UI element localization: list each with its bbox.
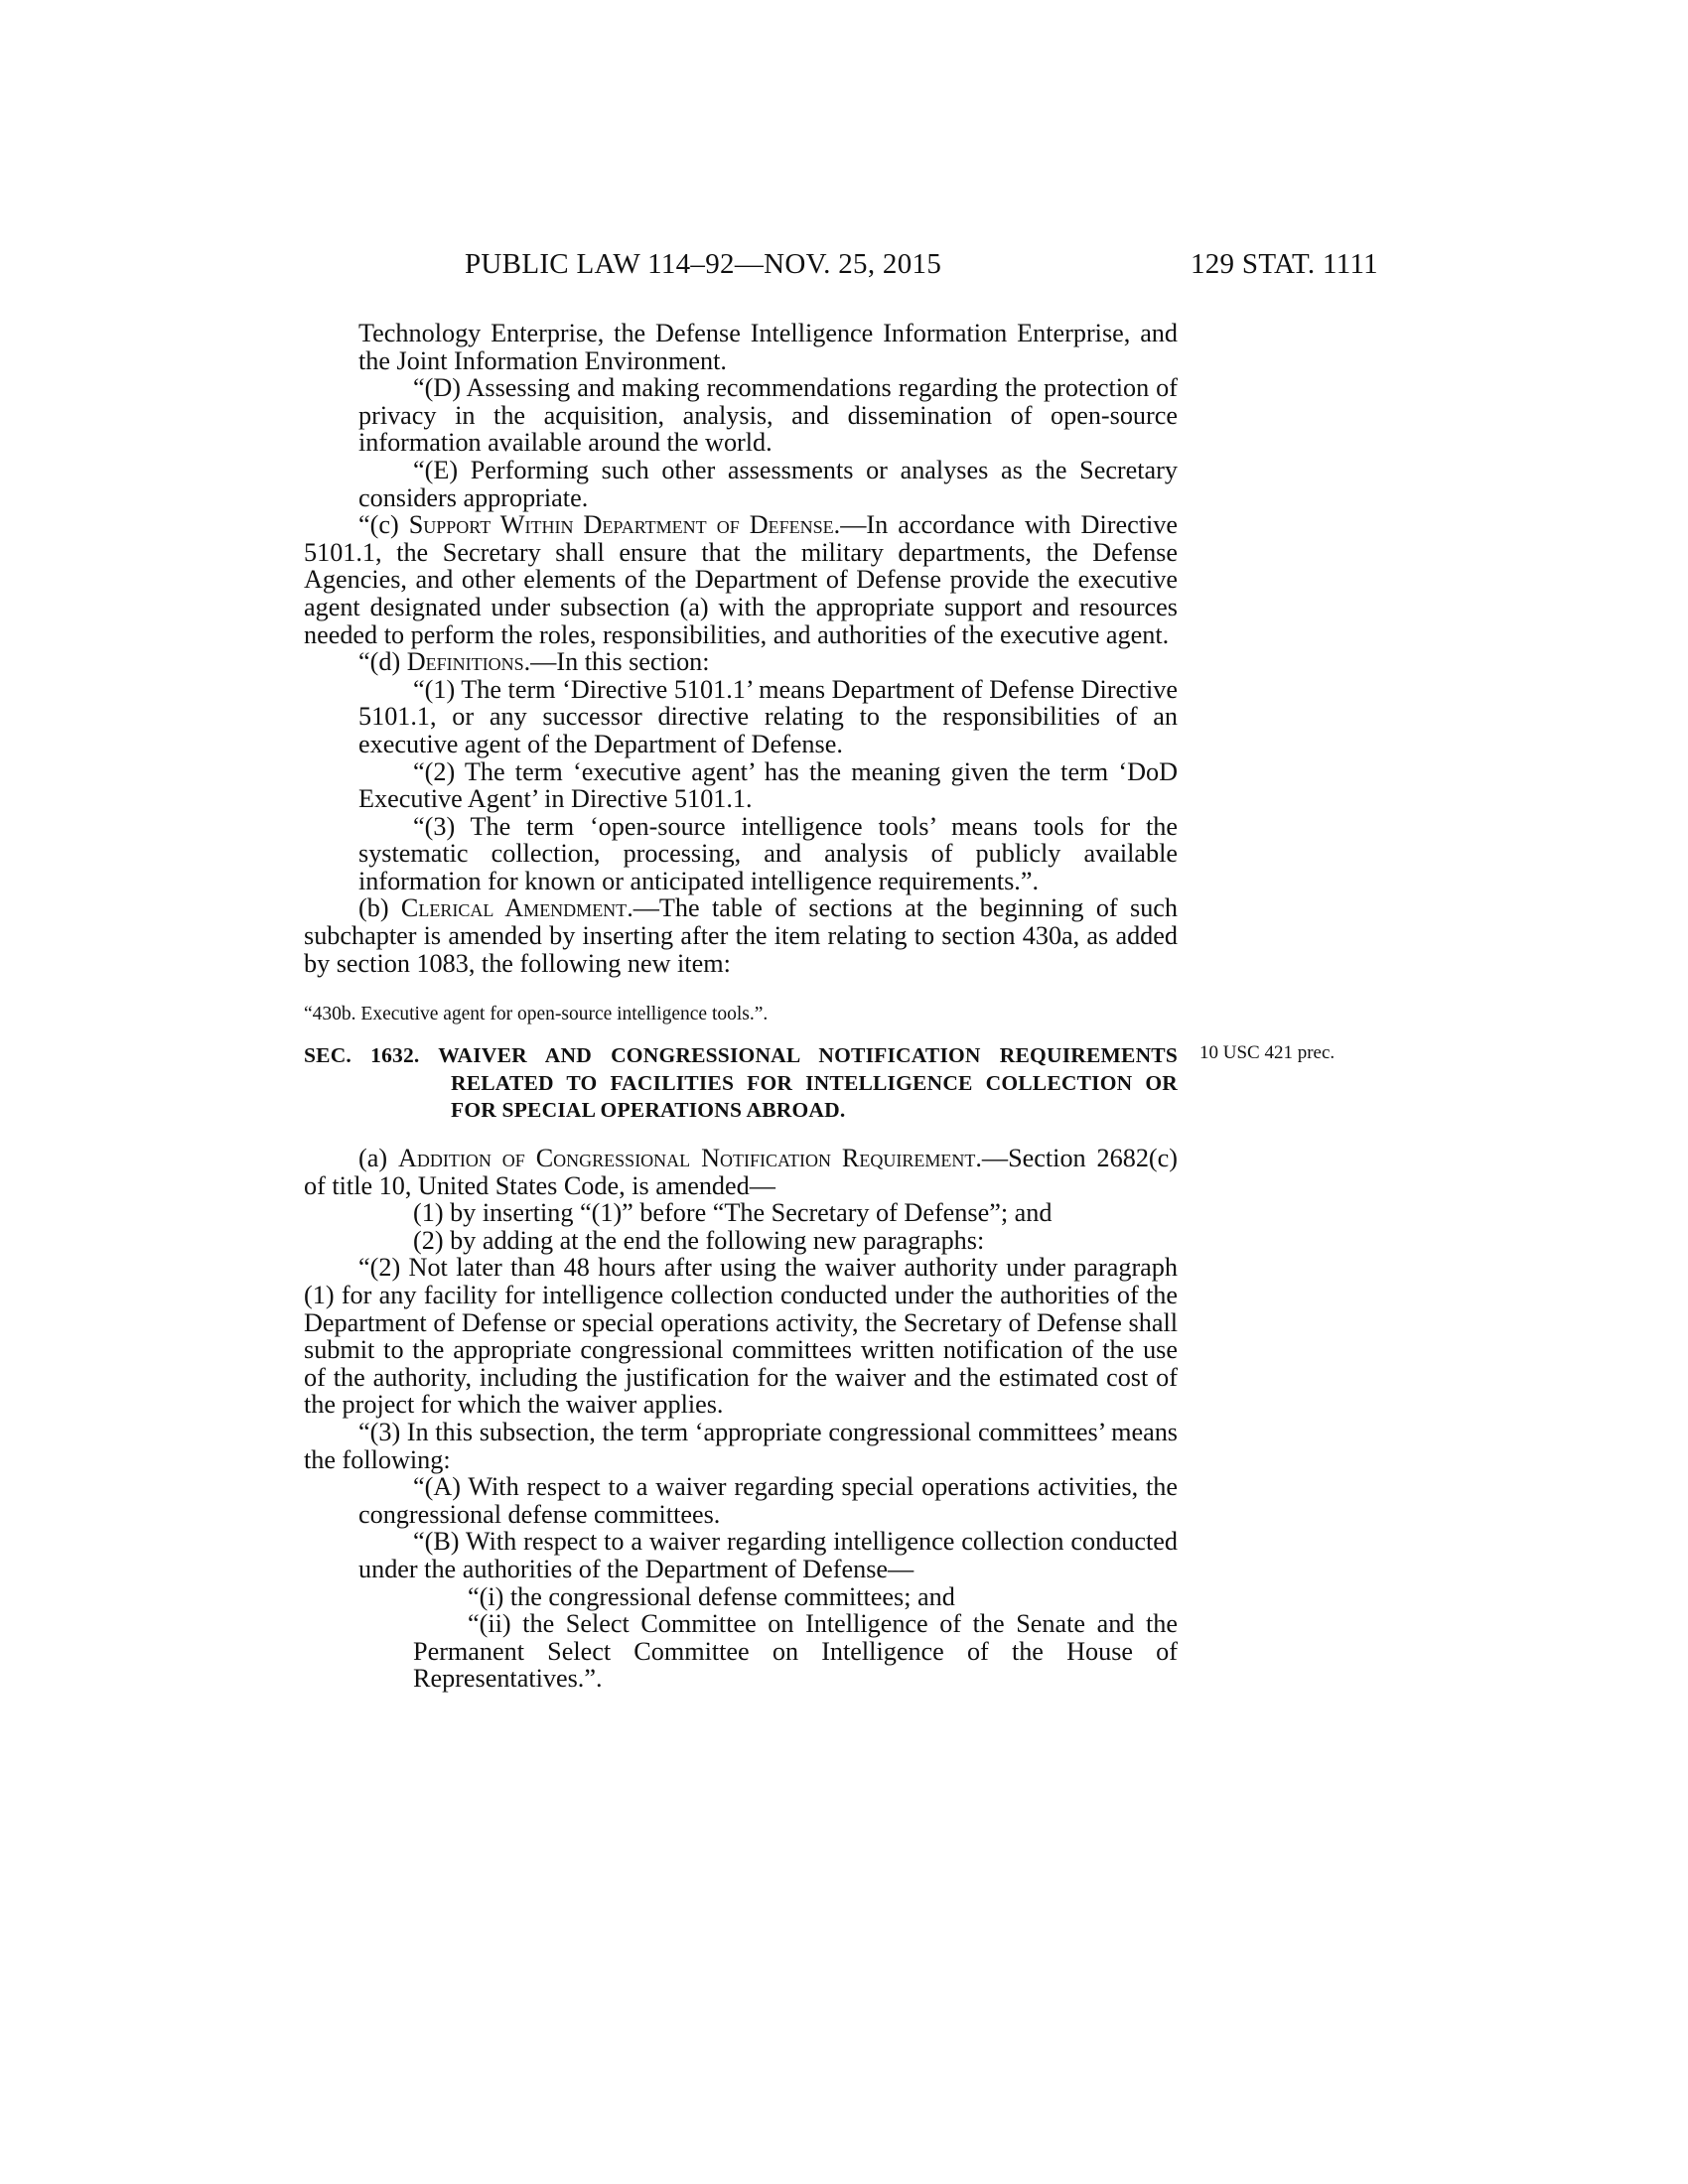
paragraph: (2) by adding at the end the following new paragraphs: — [413, 1225, 985, 1255]
paragraph: “(D) Assessing and making recommendations regarding the protection of privacy in the acquisition, analysis, and dissemination of open-source information available around the world. — [358, 373, 1178, 458]
paragraph: “(i) the congressional defense committees; and — [468, 1581, 955, 1611]
subsection-heading: Support Within Department of Defense — [408, 510, 834, 540]
subsection-text: .—In this section: — [523, 647, 710, 677]
definition: “(1) The term ‘Directive 5101.1’ means Department of Defense Directive 5101.1, or any successor directive relating to the responsibilities of an executive agent of the Department of Defense. — [358, 674, 1178, 758]
statute-page-number: 129 STAT. 1111 — [1190, 248, 1378, 280]
paragraph: Technology Enterprise, the Defense Intelligence Information Enterprise, and the Joint Information Environment. — [358, 319, 1178, 375]
margin-citation: 10 USC 421 prec. — [1199, 1042, 1336, 1063]
paragraph: “(B) With respect to a waiver regarding intelligence collection conducted under the authorities of the Department of Defense— — [358, 1527, 1178, 1583]
subsection-c — [304, 511, 1178, 648]
subsection-heading: Addition of Congressional Notification Requirement — [397, 1144, 976, 1173]
subsection-heading: Definitions — [406, 647, 524, 677]
paragraph: “(ii) the Select Committee on Intelligence of the Senate and the Permanent Select Committee on Intelligence of the House of Representatives.”. — [413, 1609, 1178, 1694]
definition: “(3) The term ‘open-source intelligence tools’ means tools for the systematic collection, processing, and analysis of publicly available information for known or anticipated intelligence requirements.”. — [358, 811, 1178, 895]
paragraph: “(A) With respect to a waiver regarding special operations activities, the congressional defense committees. — [358, 1472, 1178, 1529]
subsection-heading: Clerical Amendment — [400, 893, 628, 923]
paragraph: “(3) In this subsection, the term ‘appropriate congressional committees’ means the following: — [304, 1417, 1178, 1474]
paragraph: “(E) Performing such other assessments or analyses as the Secretary considers appropriate. — [358, 455, 1178, 512]
subsection-label: (a) — [358, 1144, 398, 1173]
subsection-text: .—In accordance with Directive 5101.1, the Secretary shall ensure that the military departments, the Defense Agencies, and other elements of the Department of Defense provide the executive agent designated under subsection (a) with the appropriate support and resources needed to perform the roles, responsibilities, and authorities of the executive agent. — [304, 510, 1178, 649]
subsection-b — [304, 894, 1178, 977]
paragraph: “(2) Not later than 48 hours after using the waiver authority under paragraph (1) for any facility for intelligence collection conducted under the authorities of the Department of Defense or special operations activity, the Secretary of Defense shall submit to the appropriate congressional committees written notification of the use of the authority, including the justification for the waiver and the estimated cost of the project for which the waiver applies. — [304, 1253, 1178, 1420]
subsection-text: .—Section 2682(c) of title 10, United States Code, is amended— — [304, 1144, 1178, 1200]
public-law-title: PUBLIC LAW 114–92—NOV. 25, 2015 — [465, 248, 942, 280]
paragraph: (1) by inserting “(1)” before “The Secretary of Defense”; and — [413, 1198, 1053, 1228]
subsection-d — [304, 648, 1178, 676]
section-heading: SEC. 1632. WAIVER AND CONGRESSIONAL NOTIFICATION REQUIREMENTS RELATED TO FACILITIES FOR INTELLIGENCE COLLECTION OR FOR SPECIAL OPERATIONS ABROAD. — [304, 1043, 1178, 1123]
subsection-label: (b) — [358, 893, 401, 923]
table-of-sections-item: “430b. Executive agent for open-source intelligence tools.”. — [304, 1004, 769, 1025]
page-header — [465, 248, 1378, 288]
definition: “(2) The term ‘executive agent’ has the meaning given the term ‘DoD Executive Agent’ in Directive 5101.1. — [358, 756, 1178, 814]
subsection-a — [304, 1145, 1178, 1199]
subsection-label: “(d) — [358, 647, 407, 677]
page-body — [304, 320, 1178, 1693]
subsection-label: “(c) — [358, 510, 409, 540]
subsection-text: .—The table of sections at the beginning of such subchapter is amended by inserting after the item relating to section 430a, as added by section 1083, the following new item: — [304, 893, 1179, 978]
